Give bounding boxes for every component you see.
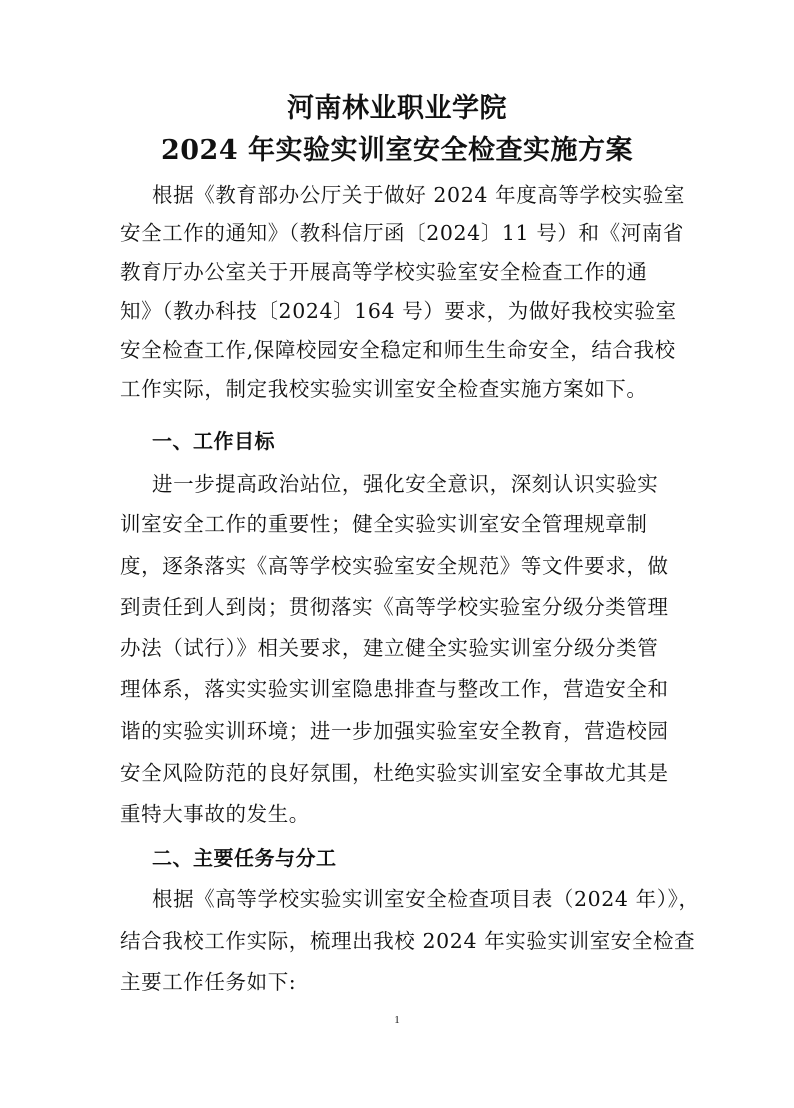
goals-line-4: 到责任到人到岗；贯彻落实《高等学校实验室分级分类管理 <box>120 595 669 619</box>
section-heading-tasks: 二、主要任务与分工 <box>152 846 337 870</box>
document-title-plan: 2024 年实验实训室安全检查实施方案 <box>160 135 634 166</box>
intro-line-3: 教育厅办公室关于开展高等学校实验室安全检查工作的通 <box>120 260 648 284</box>
goals-line-5: 办法（试行）》相关要求，建立健全实验实训室分级分类管 <box>120 636 659 660</box>
goals-line-8: 安全风险防范的良好氛围，杜绝实验实训室安全事故尤其是 <box>120 761 669 785</box>
tasks-line-1: 根据《高等学校实验实训室安全检查项目表（2024 年）》， <box>152 887 700 911</box>
goals-line-2: 训室安全工作的重要性；健全实验实训室安全管理规章制 <box>120 512 648 536</box>
tasks-line-2: 结合我校工作实际，梳理出我校 2024 年实验实训室安全检查 <box>120 929 696 953</box>
intro-line-2: 安全工作的通知》（教科信厅函〔2024〕11 号）和《河南省 <box>120 221 685 245</box>
tasks-line-3: 主要工作任务如下: <box>120 970 297 994</box>
intro-line-4: 知》（教办科技〔2024〕164 号）要求，为做好我校实验室 <box>120 299 677 323</box>
goals-line-9: 重特大事故的发生。 <box>120 802 310 826</box>
intro-line-1: 根据《教育部办公厅关于做好 2024 年度高等学校实验室 <box>152 183 686 207</box>
goals-line-6: 理体系，落实实验实训室隐患排查与整改工作，营造安全和 <box>120 677 669 701</box>
intro-line-5: 安全检查工作,保障校园安全稳定和师生生命安全，结合我校 <box>120 338 676 362</box>
document-title-school: 河南林业职业学院 <box>287 93 507 124</box>
goals-line-7: 谐的实验实训环境；进一步加强实验室安全教育，营造校园 <box>120 719 669 743</box>
goals-line-1: 进一步提高政治站位，强化安全意识，深刻认识实验实 <box>152 472 659 496</box>
intro-line-6: 工作实际，制定我校实验实训室安全检查实施方案如下。 <box>120 377 648 401</box>
page-number: 1 <box>394 1014 400 1026</box>
goals-line-3: 度，逐条落实《高等学校实验室安全规范》等文件要求，做 <box>120 554 669 578</box>
section-heading-goals: 一、工作目标 <box>152 429 275 453</box>
